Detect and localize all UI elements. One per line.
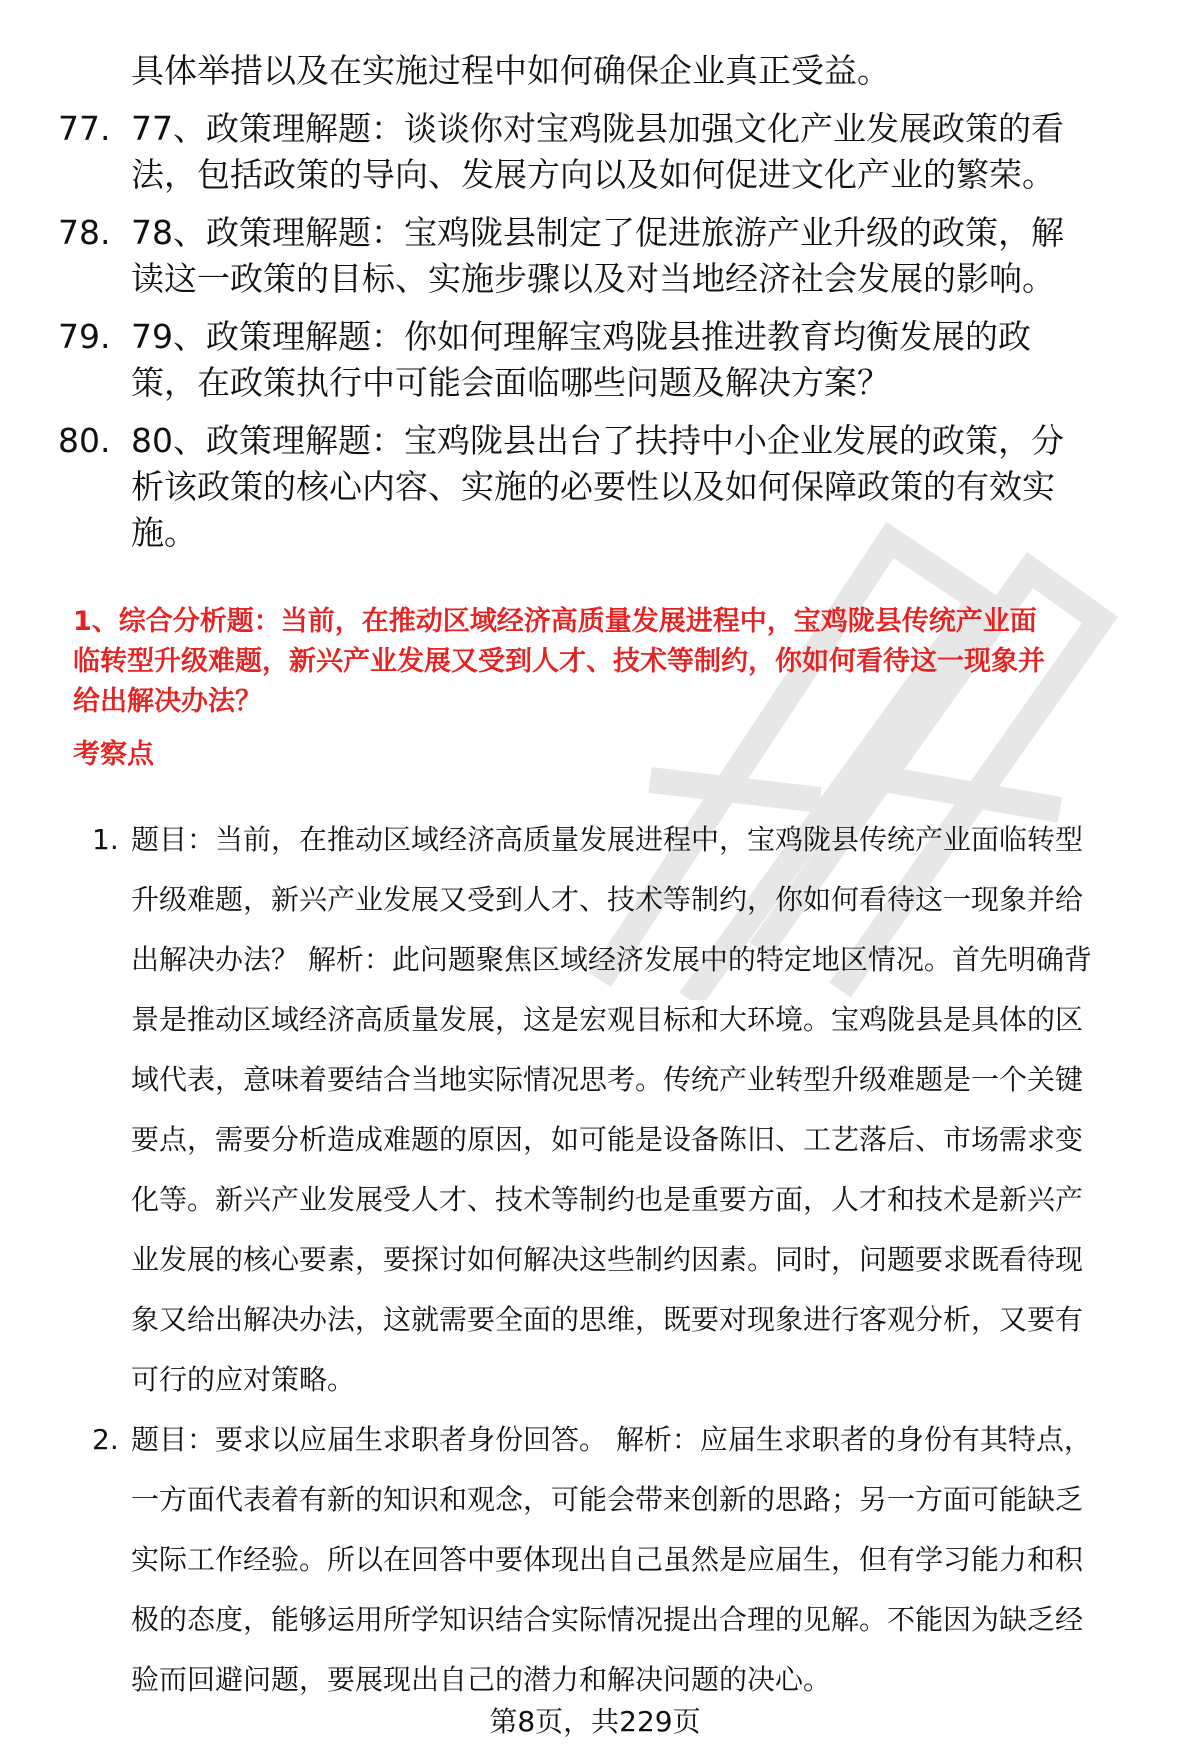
list-item-number: 80. (58, 421, 111, 460)
analysis-line: 升级难题，新兴产业发展又受到人才、技术等制约，你如何看待这一现象并给 (131, 883, 1084, 916)
analysis-line: 域代表，意味着要结合当地实际情况思考。传统产业转型升级难题是一个关键 (131, 1063, 1084, 1096)
question-heading-line: 1、综合分析题：当前，在推动区域经济高质量发展进程中，宝鸡陇县传统产业面 (73, 606, 1037, 637)
list-item-number: 78. (58, 213, 111, 252)
question-heading-line: 临转型升级难题，新兴产业发展又受到人才、技术等制约，你如何看待这一现象并 (73, 646, 1045, 677)
question-heading-line: 给出解决办法？ (73, 686, 262, 717)
list-item-text: 读这一政策的目标、实施步骤以及对当地经济社会发展的影响。 (131, 259, 1055, 298)
analysis-line: 象又给出解决办法，这就需要全面的思维，既要对现象进行客观分析，又要有 (131, 1303, 1084, 1336)
analysis-item (0, 1410, 1161, 1710)
analysis-line: 题目：当前，在推动区域经济高质量发展进程中，宝鸡陇县传统产业面临转型 (131, 823, 1084, 856)
list-item-text: 析该政策的核心内容、实施的必要性以及如何保障政策的有效实 (131, 467, 1055, 506)
analysis-line: 出解决办法？ 解析：此问题聚焦区域经济发展中的特定地区情况。首先明确背 (131, 943, 1092, 976)
analysis-line: 验而回避问题，要展现出自己的潜力和解决问题的决心。 (131, 1663, 832, 1696)
analysis-item (0, 810, 1161, 1410)
analysis-line: 实际工作经验。所以在回答中要体现出自己虽然是应届生，但有学习能力和积 (131, 1543, 1084, 1576)
section-label: 考察点 (73, 739, 154, 770)
page-footer: 第8页，共229页 (489, 1705, 701, 1738)
list-item (0, 314, 1161, 406)
analysis-item-number: 1. (92, 823, 119, 856)
analysis-line: 一方面代表着有新的知识和观念，可能会带来创新的思路；另一方面可能缺乏 (131, 1483, 1084, 1516)
list-item-text: 法，包括政策的导向、发展方向以及如何促进文化产业的繁荣。 (131, 155, 1055, 194)
analysis-item-number: 2. (92, 1423, 119, 1456)
list-item-text: 策，在政策执行中可能会面临哪些问题及解决方案？ (131, 363, 890, 402)
list-item (0, 210, 1161, 302)
analysis-line: 题目：要求以应届生求职者身份回答。 解析：应届生求职者的身份有其特点， (131, 1423, 1092, 1456)
list-item (0, 106, 1161, 198)
policy-question-list (0, 48, 1190, 556)
list-item (0, 418, 1161, 556)
analysis-line: 景是推动区域经济高质量发展，这是宏观目标和大环境。宝鸡陇县是具体的区 (131, 1003, 1084, 1036)
list-item-number: 79. (58, 317, 111, 356)
analysis-line: 极的态度，能够运用所学知识结合实际情况提出合理的见解。不能因为缺乏经 (131, 1603, 1084, 1636)
question-heading (73, 602, 1153, 722)
analysis-line: 可行的应对策略。 (131, 1363, 356, 1396)
list-item-text: 78、政策理解题：宝鸡陇县制定了促进旅游产业升级的政策，解 (131, 213, 1064, 252)
analysis-line: 业发展的核心要素，要探讨如何解决这些制约因素。同时，问题要求既看待现 (131, 1243, 1084, 1276)
list-item-text: 79、政策理解题：你如何理解宝鸡陇县推进教育均衡发展的政 (131, 317, 1031, 356)
list-item-text: 施。 (131, 513, 197, 552)
continuation-line: 具体举措以及在实施过程中如何确保企业真正受益。 (131, 51, 890, 90)
list-item-number: 77. (58, 109, 111, 148)
list-item-text: 77、政策理解题：谈谈你对宝鸡陇县加强文化产业发展政策的看 (131, 109, 1064, 148)
analysis-line: 要点，需要分析造成难题的原因，如可能是设备陈旧、工艺落后、市场需求变 (131, 1123, 1084, 1156)
analysis-list (0, 810, 1190, 1710)
list-item-text: 80、政策理解题：宝鸡陇县出台了扶持中小企业发展的政策，分 (131, 421, 1064, 460)
analysis-line: 化等。新兴产业发展受人才、技术等制约也是重要方面，人才和技术是新兴产 (131, 1183, 1084, 1216)
